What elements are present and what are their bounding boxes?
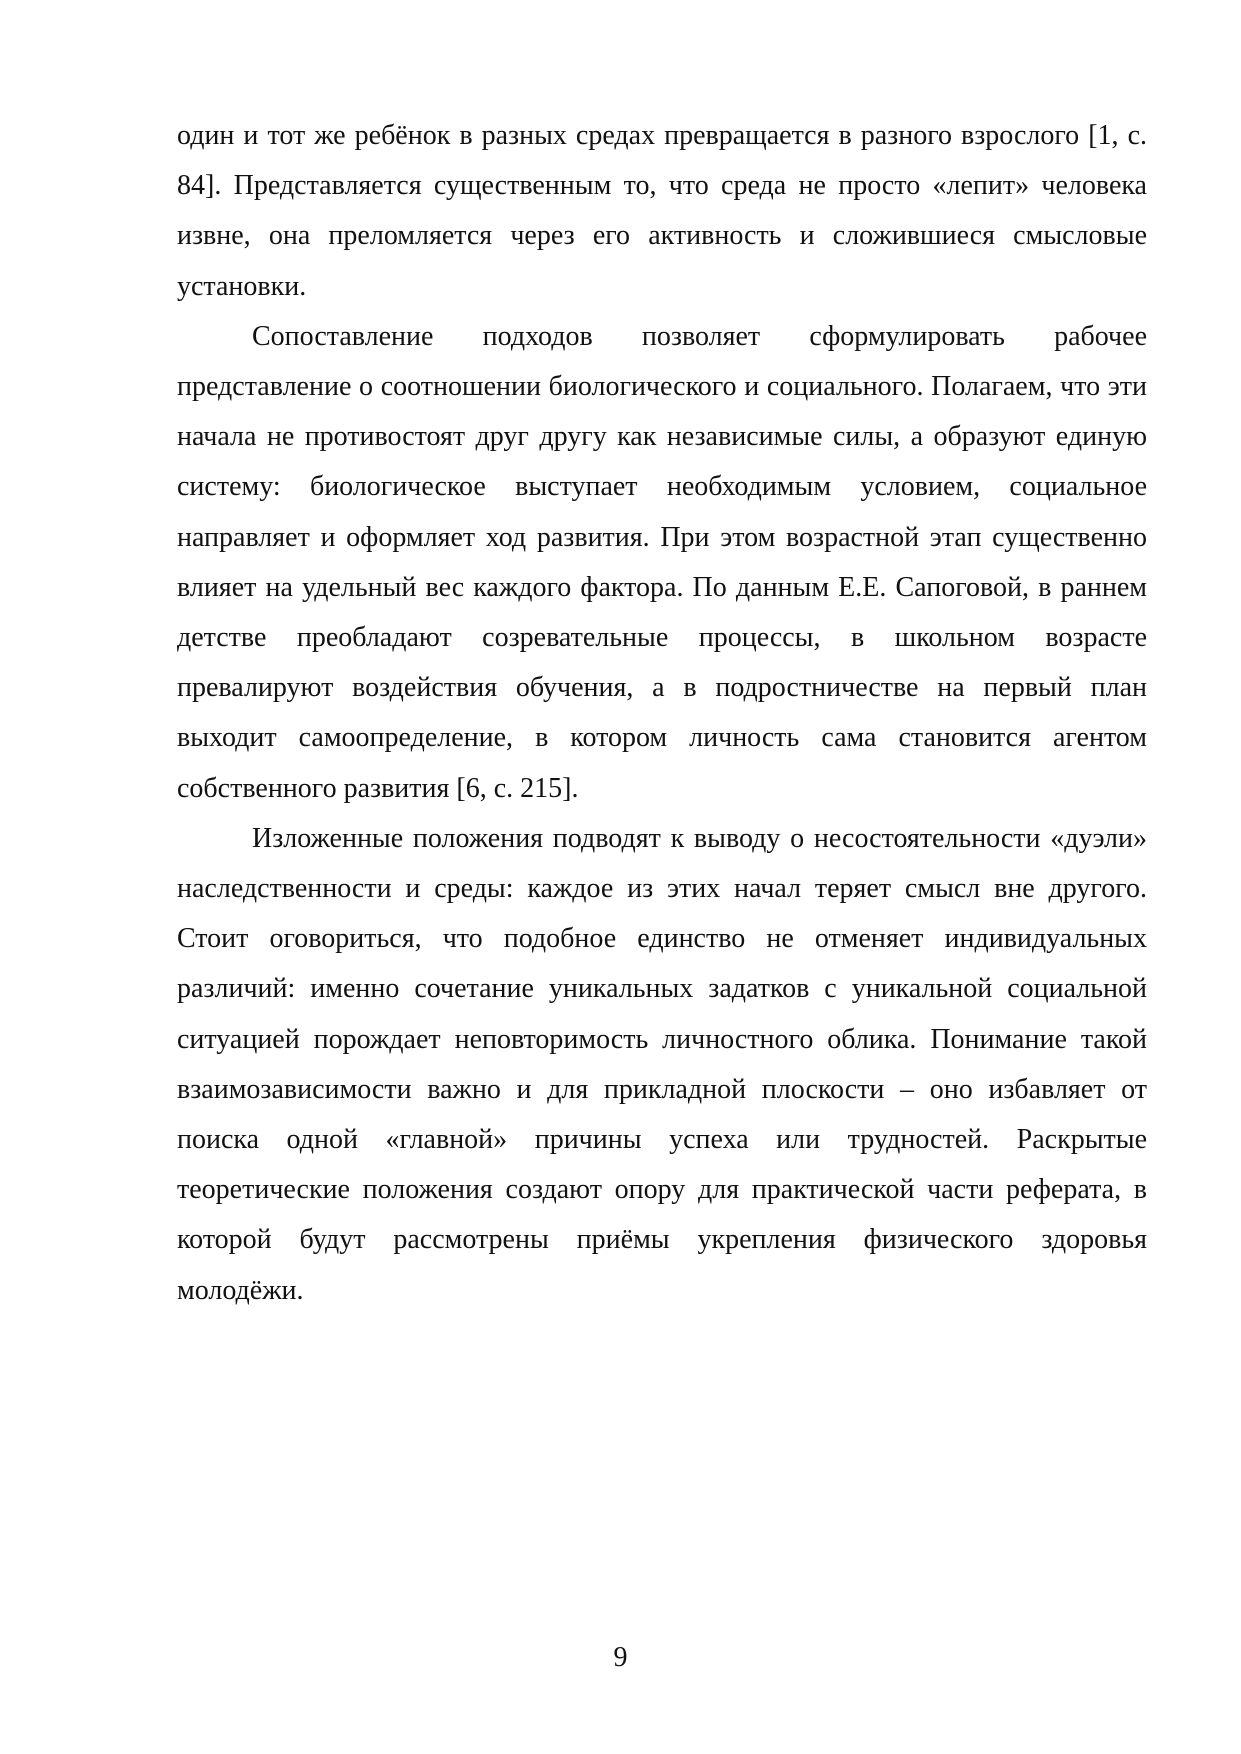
paragraph-continuation: один и тот же ребёнок в разных средах превращается в разного взрослого [1, с. 84]. Представляется существенным то, что среда не просто «лепит» человека извне, она преломляется через его активность и сложившиеся смысловые установки. bbox=[177, 120, 1147, 302]
paragraph: Сопоставление подходов позволяет сформулировать рабочее представление о соотношении биологического и социального. Полагаем, что эти начала не противостоят друг другу как независимые силы, а образуют единую систему: биологическое выступает необходимым условием, социальное направляет и оформляет ход развития. При этом возрастной этап существенно влияет на удельный вес каждого фактора. По данным Е.Е. Сапоговой, в раннем детстве преобладают созревательные процессы, в школьном возрасте превалируют воздействия обучения, а в подростничестве на первый план выходит самоопределение, в котором личность сама становится агентом собственного развития [6, с. 215]. bbox=[177, 320, 1147, 804]
page-number: 9 bbox=[613, 1642, 628, 1673]
body-text bbox=[177, 111, 1147, 1316]
paragraph: Изложенные положения подводят к выводу о несостоятельности «дуэли» наследственности и среды: каждое из этих начал теряет смысл вне другого. Стоит оговориться, что подобное единство не отменяет индивидуальных различий: именно сочетание уникальных задатков с уникальной социальной ситуацией порождает неповторимость личностного облика. Понимание такой взаимозависимости важно и для прикладной плоскости – оно избавляет от поиска одной «главной» причины успеха или трудностей. Раскрытые теоретические положения создают опору для практической части реферата, в которой будут рассмотрены приёмы укрепления физического здоровья молодёжи. bbox=[177, 822, 1147, 1306]
